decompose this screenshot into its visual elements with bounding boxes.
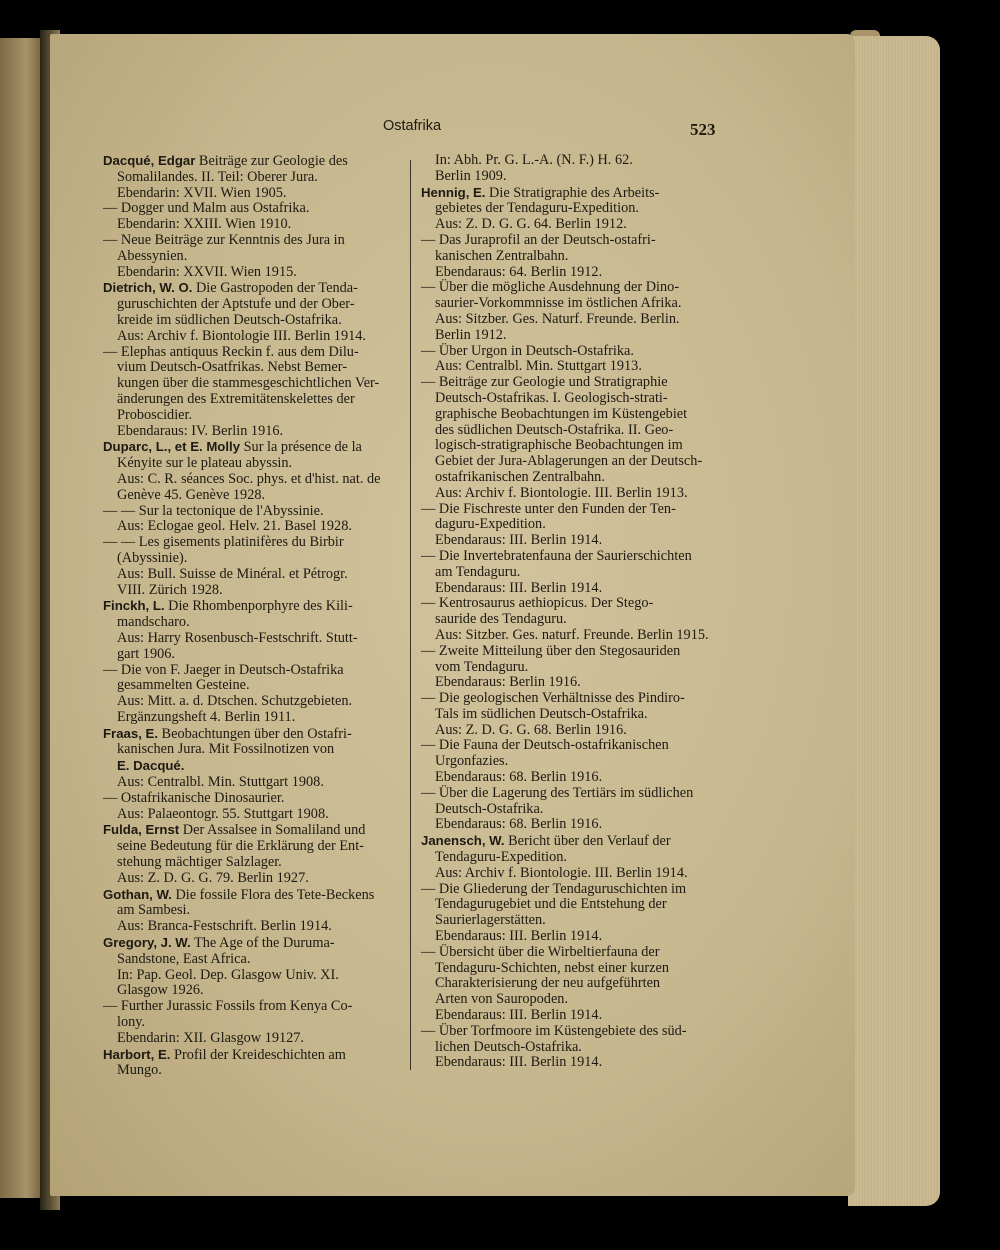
- bibliography-line: [103, 887, 399, 904]
- citation-text: Ebendaraus: Berlin 1916.: [435, 674, 581, 691]
- bibliography-line: [103, 758, 399, 775]
- bibliography-line: [103, 551, 399, 567]
- bibliography-line: [103, 710, 399, 726]
- bibliography-line: [103, 472, 399, 488]
- bibliography-line: [103, 775, 399, 791]
- citation-text: Charakterisierung der neu aufgeführten: [435, 975, 661, 992]
- bibliography-line: [103, 424, 399, 440]
- citation-text: Gebiet der Jura-Ablagerungen an der Deutsch-: [435, 453, 703, 470]
- bibliography-line: [421, 565, 717, 581]
- bibliography-line: [421, 786, 717, 802]
- citation-text: gart 1906.: [117, 645, 175, 662]
- bibliography-line: [103, 519, 399, 535]
- citation-text: — Die Gliederung der Tendaguruschichten im: [421, 880, 687, 897]
- bibliography-line: [103, 694, 399, 710]
- citation-text: Ebendaraus: III. Berlin 1914.: [435, 1007, 603, 1024]
- citation-text: sauride des Tendaguru.: [435, 611, 567, 628]
- citation-text: Aus: Sitzber. Ges. Naturf. Freunde. Berlin.: [435, 310, 680, 327]
- bibliography-line: [421, 644, 717, 660]
- citation-text: Aus: Palaeontogr. 55. Stuttgart 1908.: [117, 805, 329, 822]
- citation-text: Tendaguru-Schichten, nebst einer kurzen: [435, 959, 670, 976]
- citation-text: logisch-stratigraphische Beobachtungen im: [435, 437, 683, 454]
- author-name: Harbort, E.: [103, 1046, 171, 1062]
- citation-text: am Tendaguru.: [435, 563, 521, 580]
- citation-text: The Age of the Duruma-: [190, 935, 335, 952]
- bibliography-line: [421, 581, 717, 597]
- bibliography-line: [421, 359, 717, 375]
- bibliography-line: [421, 217, 717, 233]
- bibliography-line: [103, 615, 399, 631]
- citation-text: — Kentrosaurus aethiopicus. Der Stego-: [421, 595, 654, 612]
- citation-text: Ebendaraus: III. Berlin 1914.: [435, 579, 603, 596]
- bibliography-line: [421, 454, 717, 470]
- bibliography-line: [103, 504, 399, 520]
- citation-text: (Abyssinie).: [117, 549, 188, 566]
- citation-text: In: Pap. Geol. Dep. Glasgow Univ. XI.: [117, 966, 339, 983]
- citation-text: daguru-Expedition.: [435, 516, 546, 533]
- citation-text: Die Gastropoden der Tenda-: [192, 280, 358, 297]
- citation-text: Aus: Archiv f. Biontologie III. Berlin 1914.: [117, 327, 366, 344]
- bibliography-line: [421, 344, 717, 360]
- citation-text: Saurierlagerstätten.: [435, 912, 546, 929]
- citation-text: Tals im südlichen Deutsch-Ostafrika.: [435, 705, 648, 722]
- citation-text: Die Rhombenporphyre des Kili-: [164, 598, 353, 615]
- bibliography-line: [421, 675, 717, 691]
- citation-text: — Die von F. Jaeger in Deutsch-Ostafrika: [103, 661, 344, 678]
- citation-text: Aus: Z. D. G. G. 64. Berlin 1912.: [435, 216, 627, 233]
- citation-text: — Über Torfmoore im Küstengebiete des süd-: [421, 1022, 687, 1039]
- bibliography-line: [103, 233, 399, 249]
- right-column: [421, 153, 717, 1071]
- citation-text: kanischen Zentralbahn.: [435, 247, 569, 264]
- citation-text: — Übersicht über die Wirbeltierfauna der: [421, 943, 660, 960]
- citation-text: — Über Urgon in Deutsch-Ostafrika.: [421, 342, 634, 359]
- bibliography-line: [103, 392, 399, 408]
- author-name: Gothan, W.: [103, 886, 172, 902]
- bibliography-line: [103, 376, 399, 392]
- citation-text: Ebendarin: XVII. Wien 1905.: [117, 184, 287, 201]
- citation-text: — Die geologischen Verhältnisse des Pindiro-: [421, 690, 685, 707]
- citation-text: Bericht über den Verlauf der: [504, 833, 671, 850]
- citation-text: Mungo.: [117, 1062, 162, 1079]
- bibliography-line: [421, 961, 717, 977]
- author-name: Duparc, L., et E. Molly: [103, 439, 241, 455]
- bibliography-line: [103, 935, 399, 952]
- bibliography-line: [421, 470, 717, 486]
- citation-text: Ebendaraus: III. Berlin 1914.: [435, 928, 603, 945]
- bibliography-line: [421, 992, 717, 1008]
- bibliography-line: [103, 488, 399, 504]
- citation-text: gesammelten Gesteine.: [117, 677, 250, 694]
- bibliography-line: [421, 1055, 717, 1071]
- citation-text: Aus: Sitzber. Ges. naturf. Freunde. Berlin 1915.: [435, 626, 709, 643]
- citation-text: — Elephas antiquus Reckin f. aus dem Dilu-: [103, 343, 359, 360]
- bibliography-line: [421, 660, 717, 676]
- bibliography-line: [103, 807, 399, 823]
- bibliography-line: [421, 533, 717, 549]
- bibliography-line: [421, 280, 717, 296]
- citation-text: Kényite sur le plateau abyssin.: [117, 455, 293, 472]
- citation-text: lichen Deutsch-Ostafrika.: [435, 1038, 582, 1055]
- citation-text: Ebendaraus: 64. Berlin 1912.: [435, 263, 603, 280]
- bibliography-line: [103, 456, 399, 472]
- citation-text: Genève 45. Genève 1928.: [117, 486, 266, 503]
- bibliography-line: [103, 583, 399, 599]
- bibliography-line: [421, 929, 717, 945]
- bibliography-line: [103, 217, 399, 233]
- citation-text: — Zweite Mitteilung über den Stegosauriden: [421, 642, 681, 659]
- bibliography-line: [103, 567, 399, 583]
- citation-text: Berlin 1909.: [435, 167, 507, 184]
- citation-text: lony.: [117, 1014, 146, 1031]
- bibliography-line: [103, 265, 399, 281]
- citation-text: Deutsch-Ostafrika.: [435, 800, 544, 817]
- citation-text: — Die Fauna der Deutsch-ostafrikanischen: [421, 737, 669, 754]
- citation-text: Aus: Archiv f. Biontologie. III. Berlin 1914.: [435, 864, 688, 881]
- bibliography-line: [103, 1015, 399, 1031]
- citation-text: Ebendaraus: III. Berlin 1914.: [435, 532, 603, 549]
- bibliography-line: [421, 1040, 717, 1056]
- bibliography-line: [103, 186, 399, 202]
- bibliography-line: [103, 360, 399, 376]
- citation-text: Berlin 1912.: [435, 326, 507, 343]
- author-name: Janensch, W.: [421, 833, 505, 849]
- citation-text: Ebendarin: XXIII. Wien 1910.: [117, 216, 292, 233]
- bibliography-line: [421, 850, 717, 866]
- bibliography-line: [103, 535, 399, 551]
- citation-text: Ebendaraus: III. Berlin 1914.: [435, 1054, 603, 1071]
- bibliography-line: [103, 631, 399, 647]
- bibliography-line: [103, 871, 399, 887]
- citation-text: Ebendaraus: 68. Berlin 1916.: [435, 816, 603, 833]
- bibliography-line: [103, 663, 399, 679]
- citation-text: Aus: Branca-Festschrift. Berlin 1914.: [117, 918, 332, 935]
- bibliography-line: [103, 153, 399, 170]
- previous-page-edge: [0, 38, 44, 1198]
- citation-text: Ebendaraus: 68. Berlin 1916.: [435, 769, 603, 786]
- citation-text: stehung mächtiger Salzlager.: [117, 854, 282, 871]
- bibliography-line: [103, 822, 399, 839]
- bibliography-line: [103, 999, 399, 1015]
- citation-text: VIII. Zürich 1928.: [117, 581, 223, 598]
- bibliography-line: [421, 502, 717, 518]
- bibliography-line: [103, 855, 399, 871]
- citation-text: — Über die Lagerung des Tertiärs im südlichen: [421, 784, 694, 801]
- citation-text: — Dogger und Malm aus Ostafrika.: [103, 200, 310, 217]
- bibliography-line: [421, 312, 717, 328]
- citation-text: — Ostafrikanische Dinosaurier.: [103, 789, 285, 806]
- bibliography-line: [421, 1024, 717, 1040]
- bibliography-line: [421, 249, 717, 265]
- bibliography-line: [421, 754, 717, 770]
- bibliography-line: [421, 233, 717, 249]
- bibliography-line: [421, 169, 717, 185]
- author-name: Hennig, E.: [421, 184, 486, 200]
- citation-text: ostafrikanischen Zentralbahn.: [435, 468, 605, 485]
- citation-text: seine Bedeutung für die Erklärung der Ent-: [117, 838, 364, 855]
- citation-text: — Further Jurassic Fossils from Kenya Co-: [103, 998, 353, 1015]
- citation-text: Aus: Z. D. G. G. 68. Berlin 1916.: [435, 721, 627, 738]
- citation-text: Aus: Z. D. G. G. 79. Berlin 1927.: [117, 869, 309, 886]
- bibliography-line: [421, 976, 717, 992]
- bibliography-line: [103, 726, 399, 743]
- citation-text: — Das Juraprofil an der Deutsch-ostafri-: [421, 231, 656, 248]
- bibliography-line: [103, 919, 399, 935]
- citation-text: saurier-Vorkommnisse im östlichen Afrika.: [435, 295, 682, 312]
- citation-text: Arten von Sauropoden.: [435, 991, 569, 1008]
- citation-text: Deutsch-Ostafrikas. I. Geologisch-strati-: [435, 389, 668, 406]
- bibliography-line: [103, 678, 399, 694]
- bibliography-line: [103, 968, 399, 984]
- bibliography-line: [103, 201, 399, 217]
- bibliography-line: [103, 903, 399, 919]
- citation-text: Aus: Harry Rosenbusch-Festschrift. Stutt-: [117, 629, 358, 646]
- bibliography-line: [421, 723, 717, 739]
- bibliography-line: [421, 596, 717, 612]
- citation-text: — Die Invertebratenfauna der Saurierschichten: [421, 547, 692, 564]
- citation-text: gebietes der Tendaguru-Expedition.: [435, 200, 639, 217]
- citation-text: vium Deutsch-Osatfrikas. Nebst Bemer-: [117, 359, 347, 376]
- citation-text: Beobachtungen über den Ostafri-: [157, 725, 352, 742]
- citation-text: Aus: C. R. séances Soc. phys. et d'hist. nat. de: [117, 470, 381, 487]
- bibliography-line: [103, 297, 399, 313]
- bibliography-line: [421, 423, 717, 439]
- citation-text: Aus: Eclogae geol. Helv. 21. Basel 1928.: [117, 518, 352, 535]
- citation-text: Die fossile Flora des Tete-Beckens: [171, 886, 375, 903]
- citation-text: Die Stratigraphie des Arbeits-: [485, 184, 660, 201]
- citation-text: kreide im südlichen Deutsch-Ostafrika.: [117, 311, 342, 328]
- author-name: Fraas, E.: [103, 725, 158, 741]
- citation-text: Tendagurugebiet und die Entstehung der: [435, 896, 667, 913]
- citation-text: graphische Beobachtungen im Küstengebiet: [435, 405, 688, 422]
- citation-text: Proboscidier.: [117, 406, 193, 423]
- citation-text: Aus: Archiv f. Biontologie. III. Berlin 1913.: [435, 484, 688, 501]
- left-column: [103, 153, 399, 1079]
- bibliography-line: [421, 628, 717, 644]
- bibliography-line: [103, 839, 399, 855]
- bibliography-line: [103, 329, 399, 345]
- bibliography-line: [103, 249, 399, 265]
- bibliography-line: [103, 313, 399, 329]
- bibliography-line: [421, 707, 717, 723]
- citation-text: Sandstone, East Africa.: [117, 950, 251, 967]
- bibliography-line: [421, 866, 717, 882]
- citation-text: Abessynien.: [117, 247, 188, 264]
- bibliography-line: [421, 438, 717, 454]
- author-name: Dacqué, Edgar: [103, 153, 196, 168]
- citation-text: Ebendarin: XXVII. Wien 1915.: [117, 263, 297, 280]
- citation-text: — Über die mögliche Ausdehnung der Dino-: [421, 279, 680, 296]
- bibliography-line: [103, 598, 399, 615]
- bibliography-line: [103, 439, 399, 456]
- bibliography-line: [103, 647, 399, 663]
- bibliography-line: [103, 1063, 399, 1079]
- bibliography-line: [421, 201, 717, 217]
- citation-text: mandscharo.: [117, 614, 190, 631]
- bibliography-line: [103, 280, 399, 297]
- bibliography-line: [421, 691, 717, 707]
- bibliography-line: [103, 983, 399, 999]
- page-stack-edges: [848, 36, 940, 1206]
- bibliography-line: [421, 882, 717, 898]
- citation-text: des südlichen Deutsch-Ostafrika. II. Geo-: [435, 421, 674, 438]
- citation-text: — — Les gisements platinifères du Birbir: [103, 534, 344, 551]
- citation-text: Ebendarin: XII. Glasgow 19127.: [117, 1029, 305, 1046]
- bibliography-line: [421, 897, 717, 913]
- citation-text: Aus: Bull. Suisse de Minéral. et Pétrogr.: [117, 565, 348, 582]
- bibliography-line: [421, 407, 717, 423]
- citation-text: Somalilandes. II. Teil: Oberer Jura.: [117, 168, 318, 185]
- bibliography-line: [103, 1047, 399, 1064]
- bibliography-line: [421, 153, 717, 169]
- bibliography-line: [421, 517, 717, 533]
- citation-text: In: Abh. Pr. G. L.-A. (N. F.) H. 62.: [435, 152, 633, 168]
- bibliography-line: [421, 833, 717, 850]
- citation-text: Aus: Centralbl. Min. Stuttgart 1913.: [435, 358, 642, 375]
- page-number: 523: [690, 120, 716, 139]
- bibliography-line: [103, 791, 399, 807]
- bibliography-line: [421, 738, 717, 754]
- bibliography-line: [421, 945, 717, 961]
- citation-text: am Sambesi.: [117, 902, 191, 919]
- bibliography-line: [421, 185, 717, 202]
- bibliography-line: [103, 345, 399, 361]
- citation-text: änderungen des Extremitätenskelettes der: [117, 390, 355, 407]
- citation-text: kungen über die stammesgeschichtlichen Ver-: [117, 375, 380, 392]
- citation-text: Glasgow 1926.: [117, 982, 204, 999]
- bibliography-line: [103, 1031, 399, 1047]
- bibliography-line: [421, 913, 717, 929]
- citation-text: — Die Fischreste unter den Funden der Ten-: [421, 500, 676, 517]
- citation-text: — — Sur la tectonique de l'Abyssinie.: [103, 502, 324, 519]
- bibliography-line: [421, 817, 717, 833]
- citation-text: Aus: Centralbl. Min. Stuttgart 1908.: [117, 774, 324, 791]
- bibliography-line: [103, 742, 399, 758]
- citation-text: Profil der Kreideschichten am: [170, 1046, 346, 1063]
- citation-text: Der Assalsee in Somaliland und: [179, 822, 366, 839]
- citation-text: Ergänzungsheft 4. Berlin 1911.: [117, 708, 296, 725]
- author-name: Finckh, L.: [103, 598, 165, 614]
- bibliography-line: [421, 486, 717, 502]
- bibliography-line: [421, 1008, 717, 1024]
- citation-text: vom Tendaguru.: [435, 658, 529, 675]
- bibliography-line: [421, 391, 717, 407]
- bibliography-line: [103, 170, 399, 186]
- citation-text: — Beiträge zur Geologie und Stratigraphie: [421, 374, 668, 391]
- bibliography-line: [421, 549, 717, 565]
- bibliography-line: [421, 328, 717, 344]
- citation-text: Beiträge zur Geologie des: [195, 153, 348, 169]
- citation-text: kanischen Jura. Mit Fossilnotizen von: [117, 741, 335, 758]
- citation-text: Sur la présence de la: [240, 439, 362, 456]
- author-name: Gregory, J. W.: [103, 935, 191, 951]
- author-name: Fulda, Ernst: [103, 822, 180, 838]
- citation-text: Ebendaraus: IV. Berlin 1916.: [117, 422, 284, 439]
- citation-text: Aus: Mitt. a. d. Dtschen. Schutzgebieten.: [117, 693, 353, 710]
- bibliography-line: [421, 802, 717, 818]
- author-name: E. Dacqué.: [117, 758, 185, 774]
- running-head: Ostafrika: [383, 118, 442, 134]
- citation-text: — Neue Beiträge zur Kenntnis des Jura in: [103, 231, 345, 248]
- bibliography-line: [421, 265, 717, 281]
- citation-text: Tendaguru-Expedition.: [435, 849, 568, 866]
- column-divider: [410, 160, 411, 1070]
- bibliography-line: [421, 770, 717, 786]
- bibliography-line: [421, 375, 717, 391]
- bibliography-line: [421, 296, 717, 312]
- citation-text: Urgonfazies.: [435, 753, 509, 770]
- bibliography-line: [103, 408, 399, 424]
- bibliography-line: [421, 612, 717, 628]
- bibliography-line: [103, 952, 399, 968]
- citation-text: guruschichten der Aptstufe und der Ober-: [117, 296, 355, 313]
- author-name: Dietrich, W. O.: [103, 280, 193, 296]
